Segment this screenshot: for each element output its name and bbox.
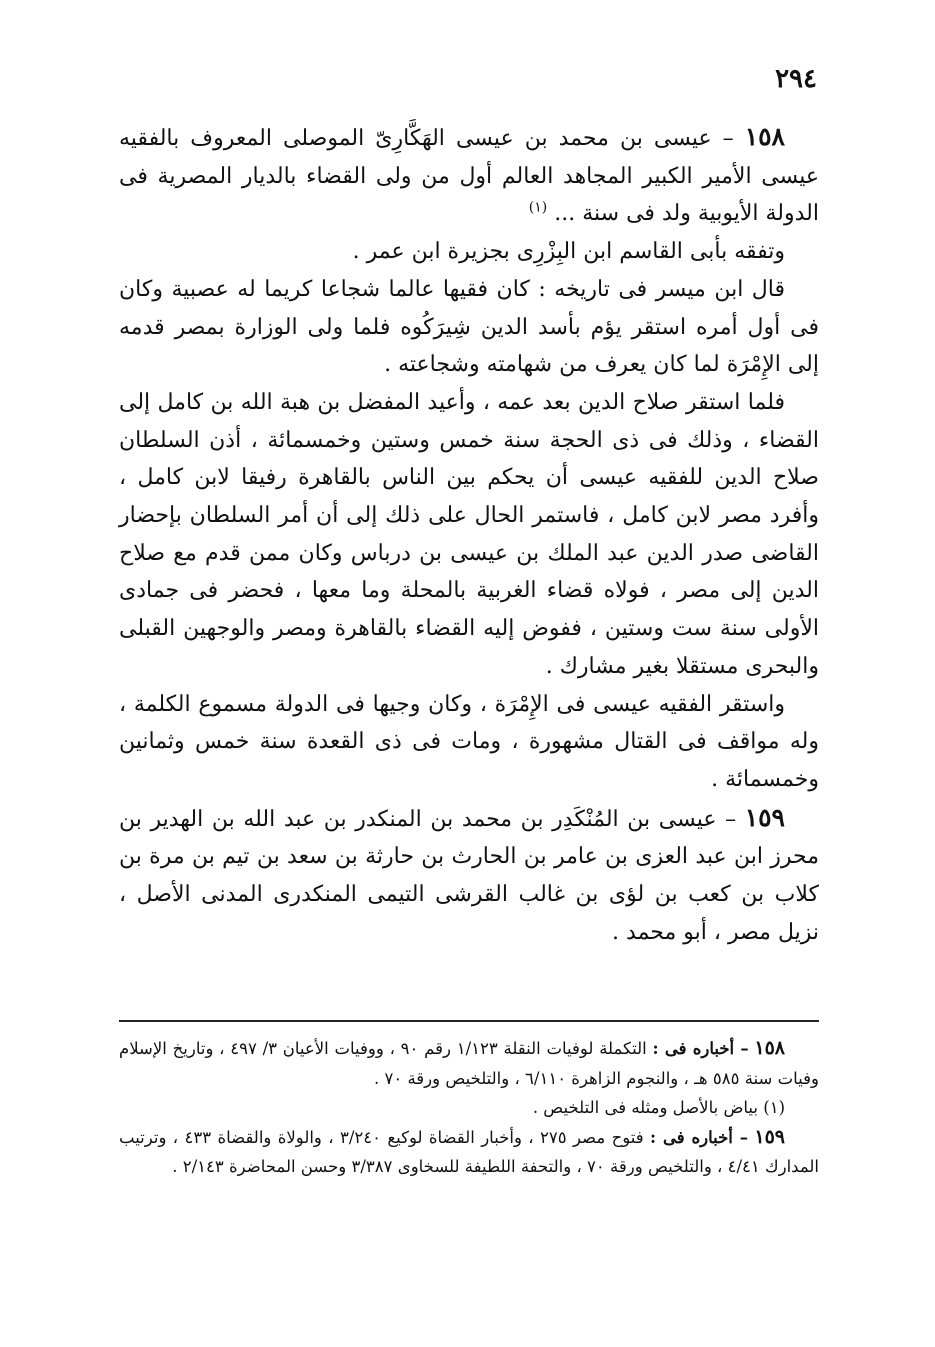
page-number: ٢٩٤ [775, 64, 817, 94]
entry-158-paragraph: فلما استقر صلاح الدين بعد عمه ، وأعيد المفضل بن هبة الله بن كامل إلى القضاء ، وذلك فى ذى الحجة سنة خمس وستين وخمسمائة ، أذن السلطان صلاح الدين للفقيه عيسى أن يحكم بين الناس بالقاهرة رفيقا لابن كامل ، وأفرد مصر لابن كامل ، فاستمر الحال على ذلك إلى أن أمر السلطان بإحضار القاضى صدر الدين عبد الملك بن عيسى بن درباس وكان ممن قدم مع صلاح الدين إلى مصر ، فولاه قضاء الغربية بالمحلة وما معها ، فحضر فى جمادى الأولى سنة ست وستين ، ففوض إليه القضاء بالقاهرة ومصر والوجهين القبلى والبحرى مستقلا بغير مشارك . [119, 389, 819, 679]
entry-159-heading [119, 799, 819, 952]
entry-heading-text: – عيسى بن المُنْكَدِر بن محمد بن المنكدر بن عبد الله بن الهدير بن محرز ابن عبد العزى بن عامر بن الحارث بن حارثة بن سعد بن تيم بن مرة بن كلاب بن كعب بن لؤى بن غالب القرشى التيمى المنكدرى المدنى الأصل ، نزيل مصر ، أبو محمد . [119, 806, 819, 945]
entry-158-heading [119, 118, 819, 233]
footnote-divider [119, 1020, 819, 1022]
footnote-158 [119, 1034, 819, 1093]
entry-158-paragraph: قال ابن ميسر فى تاريخه : كان فقيها عالما شجاعا كريما له عصبية وكان فى أول أمره استقر يؤم بأسد الدين شِيرَكُوه فلما ولى الوزارة بمصر قدمه إلى الإِمْرَة لما كان يعرف من شهامته وشجاعته . [119, 276, 819, 378]
entry-number: ١٥٨ [744, 122, 785, 151]
entry-heading-text: – عيسى بن محمد بن عيسى الهَكَّارِىّ الموصلى المعروف بالفقيه عيسى الأمير الكبير المجاهد العالم أول من ولى القضاء بالديار المصرية فى الدولة الأيوبية ولد فى سنة ... [119, 126, 819, 227]
footnote-ref: (١) [528, 200, 548, 217]
footnote-source-label: – أخباره فى : [652, 1039, 749, 1058]
footnote-number: ١٥٩ [754, 1125, 785, 1148]
footnote-text: فتوح مصر ٢٧٥ ، وأخبار القضاة لوكيع ٣/٢٤٠ ، والولاة والقضاة ٤٣٣ ، وترتيب المدارك ٤/٤١ ، والتلخيص ورقة ٧٠ ، والتحفة اللطيفة للسخاوى ٣/٣٨٧ وحسن المحاضرة ٢/١٤٣ . [119, 1127, 819, 1176]
footnote-source-label: – أخباره فى : [649, 1127, 748, 1147]
footnote-number: ١٥٨ [754, 1037, 786, 1059]
entry-158-paragraph: واستقر الفقيه عيسى فى الإِمْرَة ، وكان وجيها فى الدولة مسموع الكلمة ، وله مواقف فى القتال مشهورة ، ومات فى ذى القعدة سنة خمس وثمانين وخمسمائة . [119, 691, 819, 792]
entry-number: ١٥٩ [744, 802, 785, 832]
entry-158-paragraph: وتفقه بأبى القاسم ابن البِزْرِى بجزيرة ابن عمر . [352, 239, 785, 265]
main-text [119, 118, 819, 951]
footnote-159 [119, 1123, 819, 1182]
footnotes [119, 1034, 819, 1182]
footnote-text: التكملة لوفيات النقلة ١/١٢٣ رقم ٩٠ ، ووفيات الأعيان ٣/ ٤٩٧ ، وتاريخ الإسلام وفيات سنة ٥٨٥ هـ ، والنجوم الزاهرة ٦/١١٠ ، والتلخيص ورقة ٧٠ . [119, 1039, 819, 1088]
footnote-note: (١) بياض بالأصل ومثله فى التلخيص . [532, 1098, 785, 1117]
